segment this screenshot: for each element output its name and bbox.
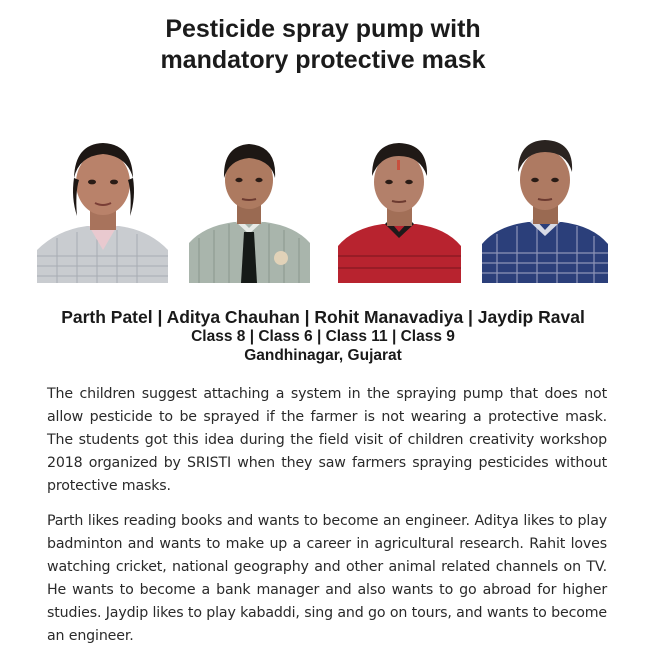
description-paragraph: The children suggest attaching a system in the spraying pump that does not allow pesticide to be sprayed if the farmer is not wearing a protective mask. The students got this idea during the field visit of children creativity workshop 2018 organized by SRISTI when they saw farmers spraying pesticides without protective masks. bbox=[47, 386, 607, 494]
location: Gandhinagar, Gujarat bbox=[244, 347, 402, 364]
student-photo-jaydip bbox=[482, 138, 608, 283]
title-line-2: mandatory protective mask bbox=[160, 46, 486, 74]
page-title bbox=[0, 14, 646, 76]
student-interests-paragraph: Parth likes reading books and wants to become an engineer. Aditya likes to play badminton and wants to make up a career in agricultural research. Rahit loves watching cricket, national geography and other animal related channels on TV. He wants to become a bank manager and also wants to go abroad for higher studies. Jaydip likes to play kabaddi, sing and go on tours, and wants to become an engineer. bbox=[47, 513, 607, 644]
student-photo-parth bbox=[37, 138, 168, 283]
student-names: Parth Patel | Aditya Chauhan | Rohit Manavadiya | Jaydip Raval bbox=[61, 307, 585, 327]
student-photo-aditya bbox=[189, 138, 310, 283]
student-photos bbox=[0, 138, 646, 283]
title-line-1: Pesticide spray pump with bbox=[165, 15, 481, 43]
student-classes: Class 8 | Class 6 | Class 11 | Class 9 bbox=[191, 328, 455, 345]
student-photo-rohit bbox=[338, 138, 461, 283]
